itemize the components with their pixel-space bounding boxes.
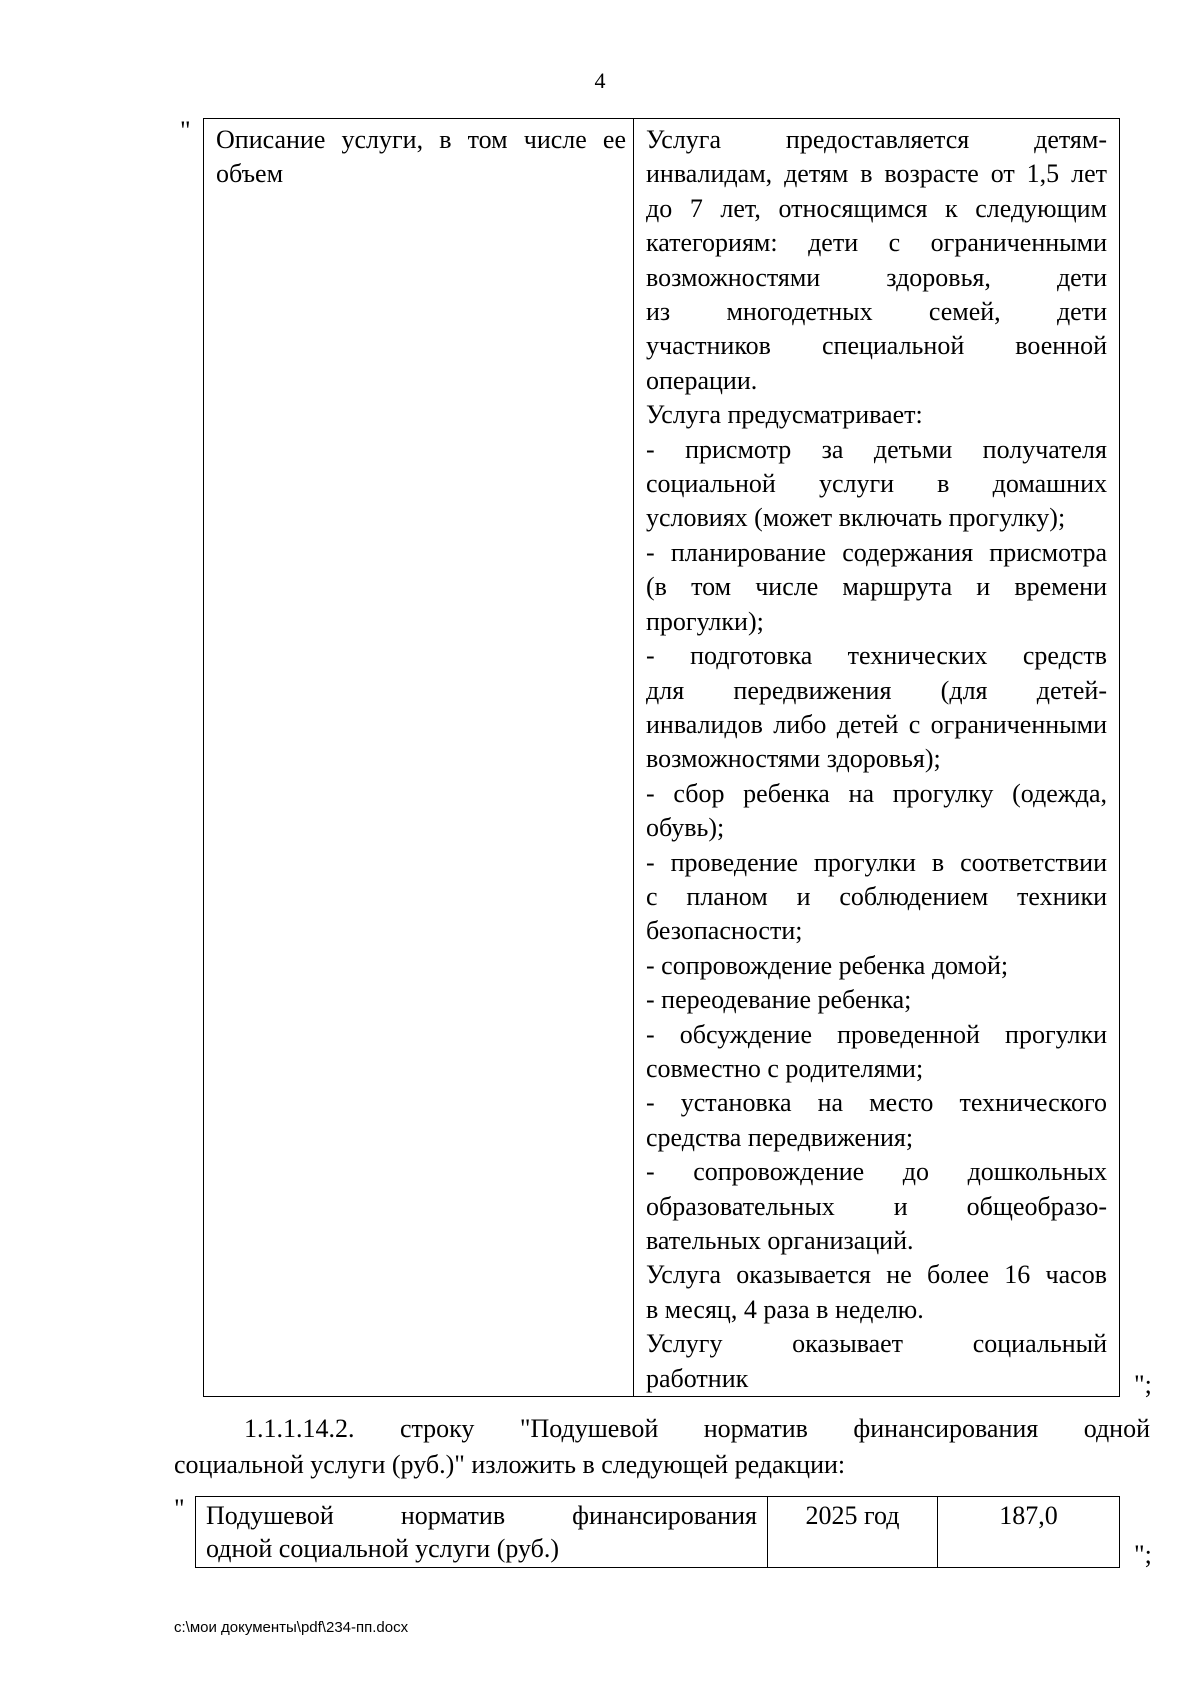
service-description-line: условиях (может включать прогулку);	[646, 503, 1066, 533]
service-description-line: социальной услуги в домашних	[646, 469, 1107, 499]
service-description-text	[634, 119, 1119, 1396]
amendment-paragraph	[174, 1411, 1150, 1483]
service-description-line: Услугу оказывает социальный	[646, 1329, 1107, 1359]
service-description-line: - проведение прогулки в соответствии	[646, 847, 1107, 877]
service-description-line: из многодетных семей, дети	[646, 297, 1107, 327]
service-description-line: Услуга предусматривает:	[646, 400, 923, 430]
service-description-line: для передвижения (для детей-	[646, 675, 1107, 705]
service-description-label: Описание услуги, в том числе ее объем	[204, 119, 634, 1396]
amendment-paragraph-line-1: 1.1.1.14.2. строку "Подушевой норматив финансирования одной	[244, 1414, 1150, 1443]
service-description-line: Услуга оказывается не более 16 часов	[646, 1260, 1107, 1290]
service-description-line: - обсуждение проведенной прогулки	[646, 1019, 1107, 1049]
service-description-line: вательных организаций.	[646, 1226, 914, 1255]
service-description-line: - сбор ребенка на прогулку (одежда,	[646, 778, 1107, 808]
service-description-line: (в том числе маршрута и времени	[646, 572, 1107, 602]
service-description-line: в месяц, 4 раза в неделю.	[646, 1294, 924, 1324]
service-description-line: инвалидам, детям в возрасте от 1,5 лет	[646, 159, 1107, 189]
service-description-line: с планом и соблюдением техники	[646, 881, 1107, 911]
service-description-line: средства передвижения;	[646, 1122, 914, 1152]
service-description-line: работник	[646, 1363, 749, 1393]
service-description-line: возможностями здоровья, дети	[646, 262, 1107, 292]
table1-close-quote: ";	[1134, 1370, 1152, 1399]
table1-open-quote: "	[180, 116, 191, 145]
service-description-line: безопасности;	[646, 916, 803, 946]
service-description-line: категориям: дети с ограниченными	[646, 228, 1107, 258]
service-description-line: участников специальной военной	[646, 331, 1107, 361]
table2-close-quote: ";	[1134, 1540, 1152, 1569]
service-description-line: операции.	[646, 365, 758, 395]
file-path-footer: c:\мои документы\pdf\234-пп.docx	[174, 1619, 409, 1636]
service-description-line: возможностями здоровья);	[646, 744, 941, 774]
amendment-paragraph-line-2: социальной услуги (руб.)" изложить в следующей редакции:	[174, 1450, 846, 1479]
financing-norm-table	[195, 1496, 1120, 1568]
financing-norm-label	[196, 1497, 768, 1567]
service-description-line: - подготовка технических средств	[646, 641, 1107, 671]
service-description-line: - присмотр за детьми получателя	[646, 434, 1107, 464]
service-description-line: совместно с родителями;	[646, 1053, 924, 1083]
table2-open-quote: "	[174, 1494, 185, 1523]
financing-norm-year: 2025 год	[768, 1497, 938, 1567]
page-number: 4	[594, 68, 606, 93]
financing-norm-label-line-1: Подушевой норматив финансирования	[206, 1501, 757, 1530]
service-description-line: - сопровождение ребенка домой;	[646, 950, 1009, 980]
service-description-line: прогулки);	[646, 606, 764, 636]
service-description-line: - переодевание ребенка;	[646, 985, 912, 1015]
service-description-line: до 7 лет, относящимся к следующим	[646, 193, 1107, 223]
service-description-line: образовательных и общеобразо-	[646, 1191, 1107, 1221]
service-description-line: инвалидов либо детей с ограниченными	[646, 709, 1107, 739]
service-description-line: обувь);	[646, 813, 725, 843]
service-description-line: - сопровождение до дошкольных	[646, 1157, 1107, 1187]
financing-norm-label-line-2: одной социальной услуги (руб.)	[206, 1534, 560, 1563]
service-description-line: - установка на место технического	[646, 1088, 1107, 1118]
service-description-line: - планирование содержания присмотра	[646, 537, 1107, 567]
service-description-line: Услуга предоставляется детям-	[646, 125, 1107, 154]
service-description-table	[203, 118, 1120, 1397]
financing-norm-value: 187,0	[999, 1501, 1058, 1530]
